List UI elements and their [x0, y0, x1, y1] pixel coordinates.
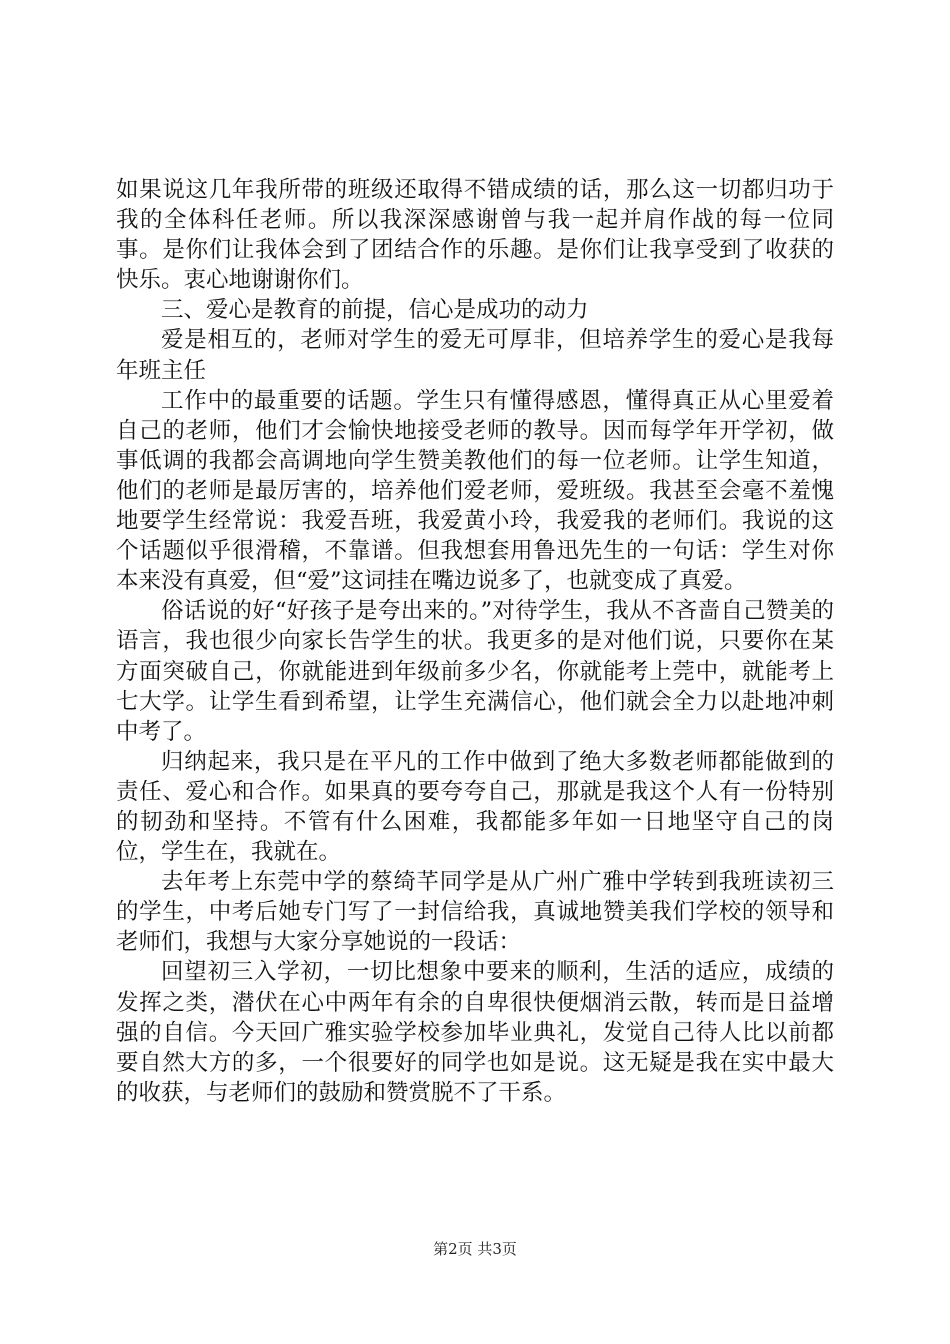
- paragraph-3: 爱是相互的，老师对学生的爱无可厚非，但培养学生的爱心是我每年班主任: [116, 327, 834, 384]
- document-body: [116, 175, 834, 1108]
- paragraph-7: 去年考上东莞中学的蔡绮芊同学是从广州广雅中学转到我班读初三的学生，中考后她专门写了一封信给我，真诚地赞美我们学校的领导和老师们，我想与大家分享她说的一段话：: [116, 869, 834, 956]
- page-number-footer: 第2页 共3页: [433, 1240, 517, 1258]
- paragraph-8: 回望初三入学初，一切比想象中要来的顺利，生活的适应，成绩的发挥之类，潜伏在心中两年有余的自卑很快便烟消云散，转而是日益增强的自信。今天回广雅实验学校参加毕业典礼，发觉自己待人比以前都要自然大方的多，一个很要好的同学也如是说。这无疑是我在实中最大的收获，与老师们的鼓励和赞赏脱不了干系。: [116, 959, 834, 1106]
- section-heading: 三、爱心是教育的前提，信心是成功的动力: [161, 297, 589, 324]
- paragraph-6: 归纳起来，我只是在平凡的工作中做到了绝大多数老师都能做到的责任、爱心和合作。如果真的要夸夸自己，那就是我这个人有一份特别的韧劲和坚持。不管有什么困难，我都能多年如一日地坚守自己的岗位，学生在，我就在。: [116, 748, 834, 866]
- paragraph-4: 工作中的最重要的话题。学生只有懂得感恩，懂得真正从心里爱着自己的老师，他们才会愉快地接受老师的教导。因而每学年开学初，做事低调的我都会高调地向学生赞美教他们的每一位老师。让学生知道，他们的老师是最厉害的，培养他们爱老师，爱班级。我甚至会毫不羞愧地要学生经常说：我爱吾班，我爱黄小玲，我爱我的老师们。我说的这个话题似乎很滑稽，不靠谱。但我想套用鲁迅先生的一句话：学生对你本来没有真爱，但“爱”这词挂在嘴边说多了，也就变成了真爱。: [116, 387, 834, 595]
- paragraph-1: 如果说这几年我所带的班级还取得不错成绩的话，那么这一切都归功于我的全体科任老师。所以我深深感谢曾与我一起并肩作战的每一位同事。是你们让我体会到了团结合作的乐趣。是你们让我享受到了收获的快乐。衷心地谢谢你们。: [116, 177, 834, 294]
- paragraph-5: 俗话说的好“好孩子是夸出来的。”对待学生，我从不吝啬自己赞美的语言，我也很少向家长告学生的状。我更多的是对他们说，只要你在某方面突破自己，你就能进到年级前多少名，你就能考上莞中，就能考上七大学。让学生看到希望，让学生充满信心，他们就会全力以赴地冲刺中考了。: [116, 598, 834, 745]
